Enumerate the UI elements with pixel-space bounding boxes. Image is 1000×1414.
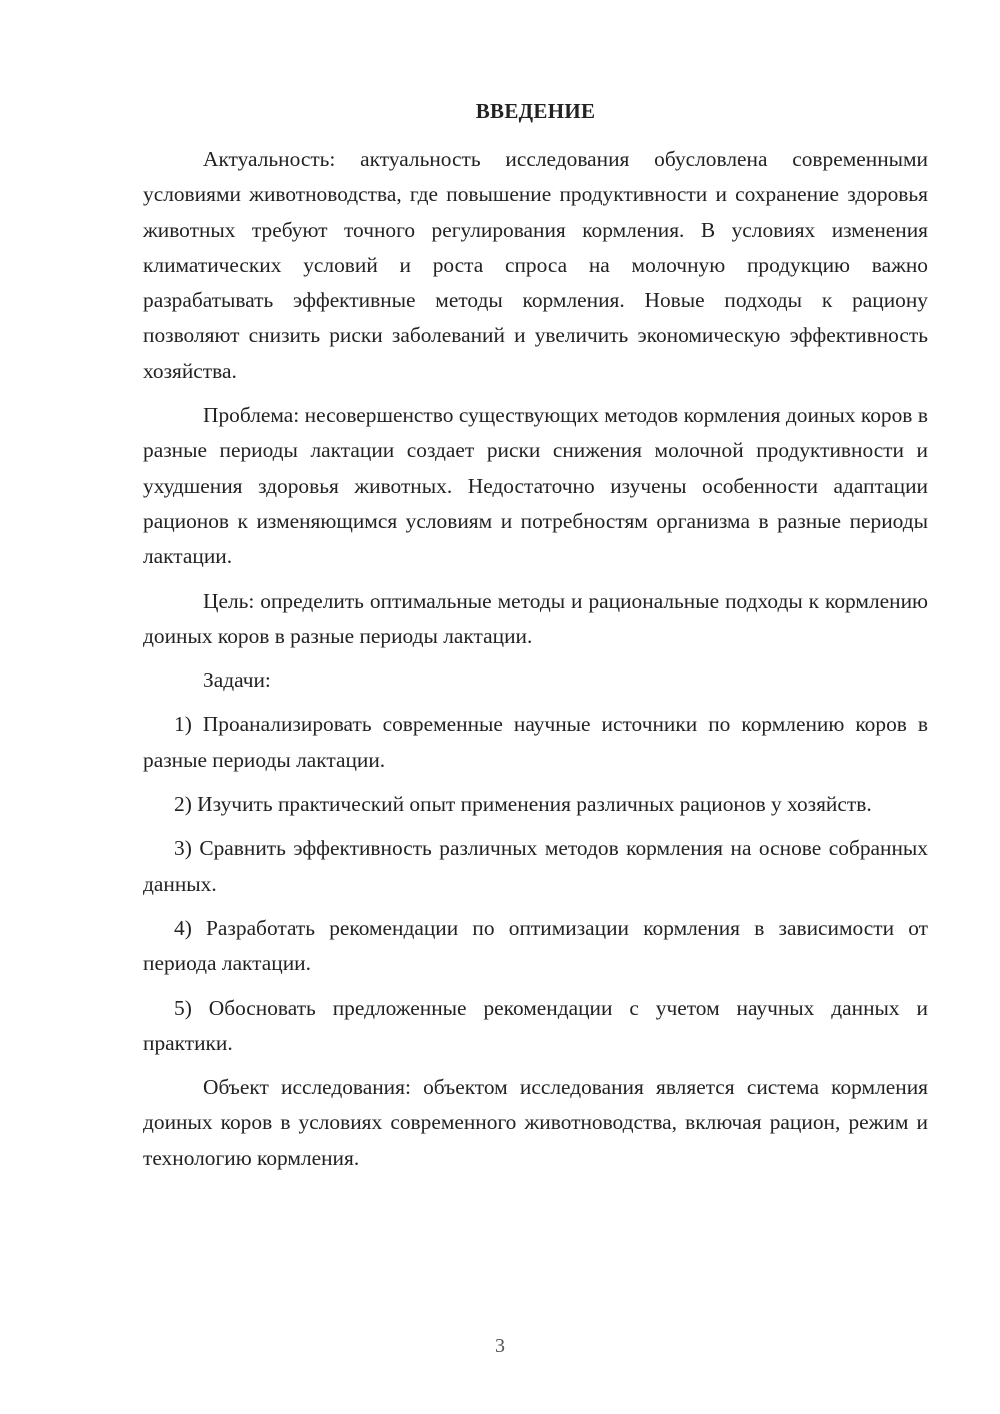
relevance-paragraph: Актуальность: актуальность исследования обусловлена современными условиями животноводства, где повышение продуктивности и сохранение здоровья животных требуют точного регулирования кормления. В условиях изменения климатических условий и роста спроса на молочную продукцию важно разрабатывать эффективные методы кормления. Новые подходы к рациону позволяют снизить риски заболеваний и увеличить экономическую эффективность хозяйства. [143, 147, 928, 383]
tasks-heading: Задачи: [203, 668, 271, 693]
task-item-1: 1) Проанализировать современные научные источники по кормлению коров в разные периоды лактации. [143, 712, 928, 772]
object-paragraph: Объект исследования: объектом исследования является система кормления доиных коров в условиях современного животноводства, включая рацион, режим и технологию кормления. [143, 1075, 928, 1170]
task-item-2: 2) Изучить практический опыт применения различных рационов у хозяйств. [174, 792, 872, 817]
problem-paragraph: Проблема: несовершенство существующих методов кормления доиных коров в разные периоды лактации создает риски снижения молочной продуктивности и ухудшения здоровья животных. Недостаточно изучены особенности адаптации рационов к изменяющимся условиям и потребностям организма в разные периоды лактации. [143, 403, 928, 569]
task-item-5: 5) Обосновать предложенные рекомендации с учетом научных данных и практики. [143, 995, 928, 1055]
task-item-3: 3) Сравнить эффективность различных методов кормления на основе собранных данных. [143, 836, 928, 896]
page-number: 3 [495, 1335, 505, 1357]
document-body [143, 142, 928, 1176]
task-item-4: 4) Разработать рекомендации по оптимизации кормления в зависимости от периода лактации. [143, 915, 928, 976]
goal-paragraph: Цель: определить оптимальные методы и рациональные подходы к кормлению доиных коров в разные периоды лактации. [143, 588, 928, 648]
page-title: ВВЕДЕНИЕ [475, 99, 596, 123]
